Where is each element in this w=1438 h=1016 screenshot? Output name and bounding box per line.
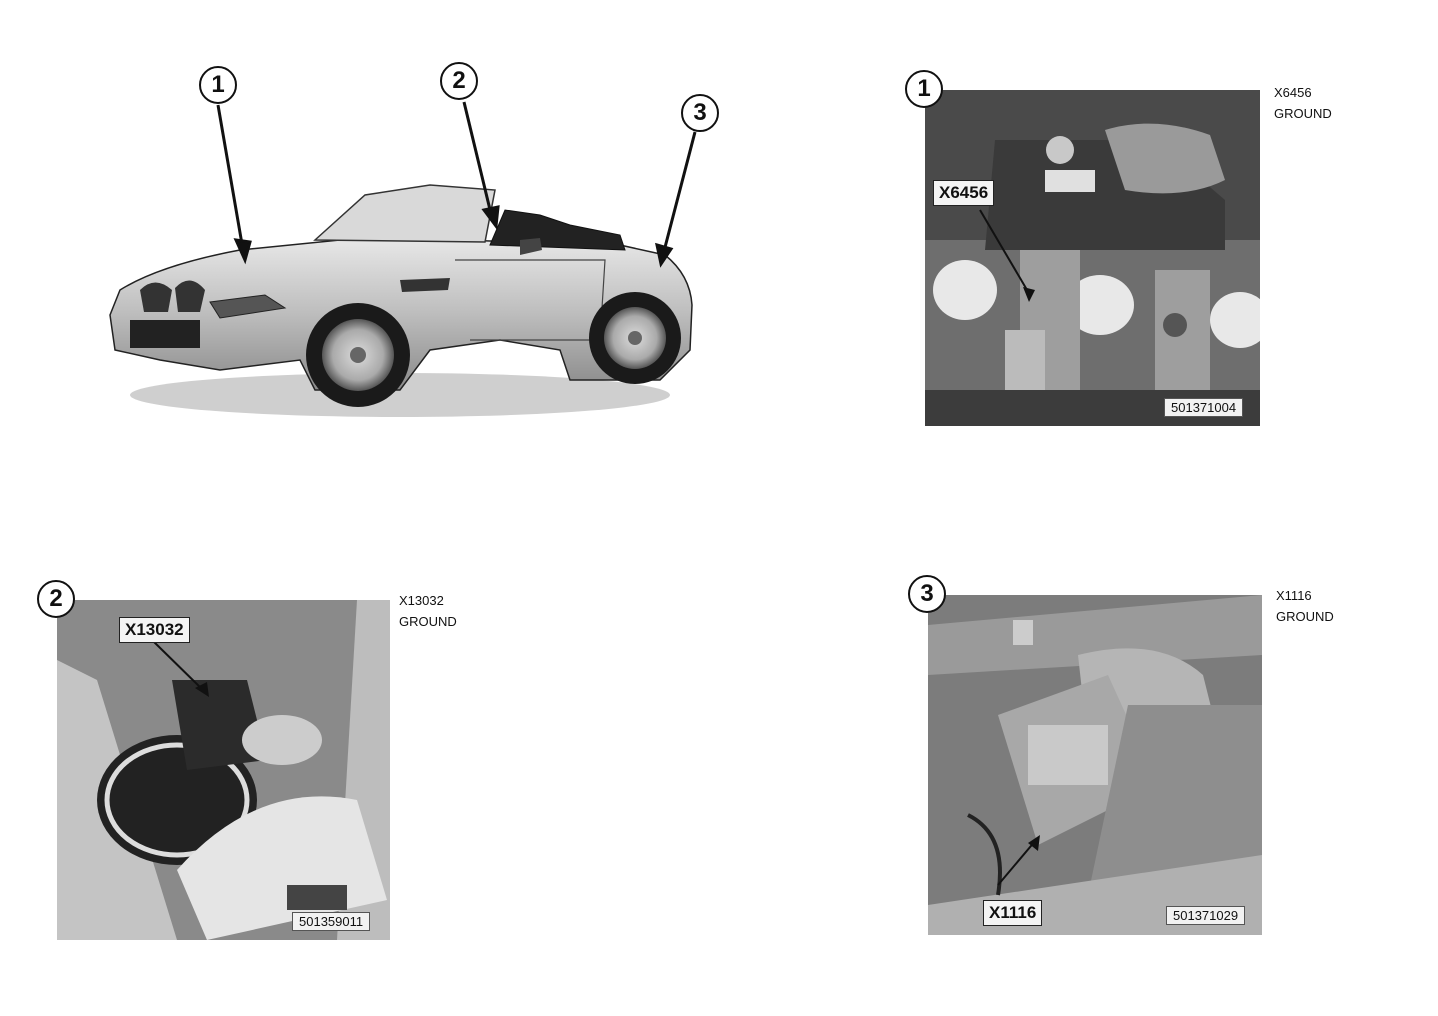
panel-2-number: 2 — [37, 580, 75, 618]
panel-1-image-code: 501371004 — [1164, 398, 1243, 417]
panel-3-side-connector: X1116 — [1276, 588, 1312, 603]
panel-3-image-code: 501371029 — [1166, 906, 1245, 925]
car-side-vent — [400, 278, 450, 292]
panel-1-side-connector: X6456 — [1274, 85, 1312, 100]
overview-callout-1: 1 — [199, 66, 237, 104]
panel-3-connector-label: X1116 — [983, 900, 1042, 926]
photo-panel-3 — [928, 595, 1262, 935]
car-windshield — [315, 185, 495, 242]
panel-1-side-type: GROUND — [1274, 106, 1332, 121]
panel-2-connector-label: X13032 — [119, 617, 190, 643]
panel-2-side-connector: X13032 — [399, 593, 444, 608]
panel-1-number: 1 — [905, 70, 943, 108]
car-interior — [490, 210, 625, 250]
photo-panel-2 — [57, 600, 390, 940]
overview-callout-3: 3 — [681, 94, 719, 132]
car-overview-illustration — [100, 50, 740, 440]
car-license-plate — [130, 320, 200, 348]
panel-2-side-type: GROUND — [399, 614, 457, 629]
panel-1-side-caption — [1274, 82, 1332, 124]
panel-3-number: 3 — [908, 575, 946, 613]
callout-arrow-1 — [218, 105, 243, 250]
overview-callout-2: 2 — [440, 62, 478, 100]
callout-arrow-3 — [663, 132, 695, 255]
photo-panel-1 — [925, 90, 1260, 426]
panel-2-side-caption — [399, 590, 457, 632]
panel-3-side-type: GROUND — [1276, 609, 1334, 624]
panel-2-image-code: 501359011 — [292, 912, 370, 931]
panel-1-connector-label: X6456 — [933, 180, 994, 206]
panel-3-side-caption — [1276, 585, 1334, 627]
front-wheel — [306, 303, 410, 407]
rear-wheel — [589, 292, 681, 384]
